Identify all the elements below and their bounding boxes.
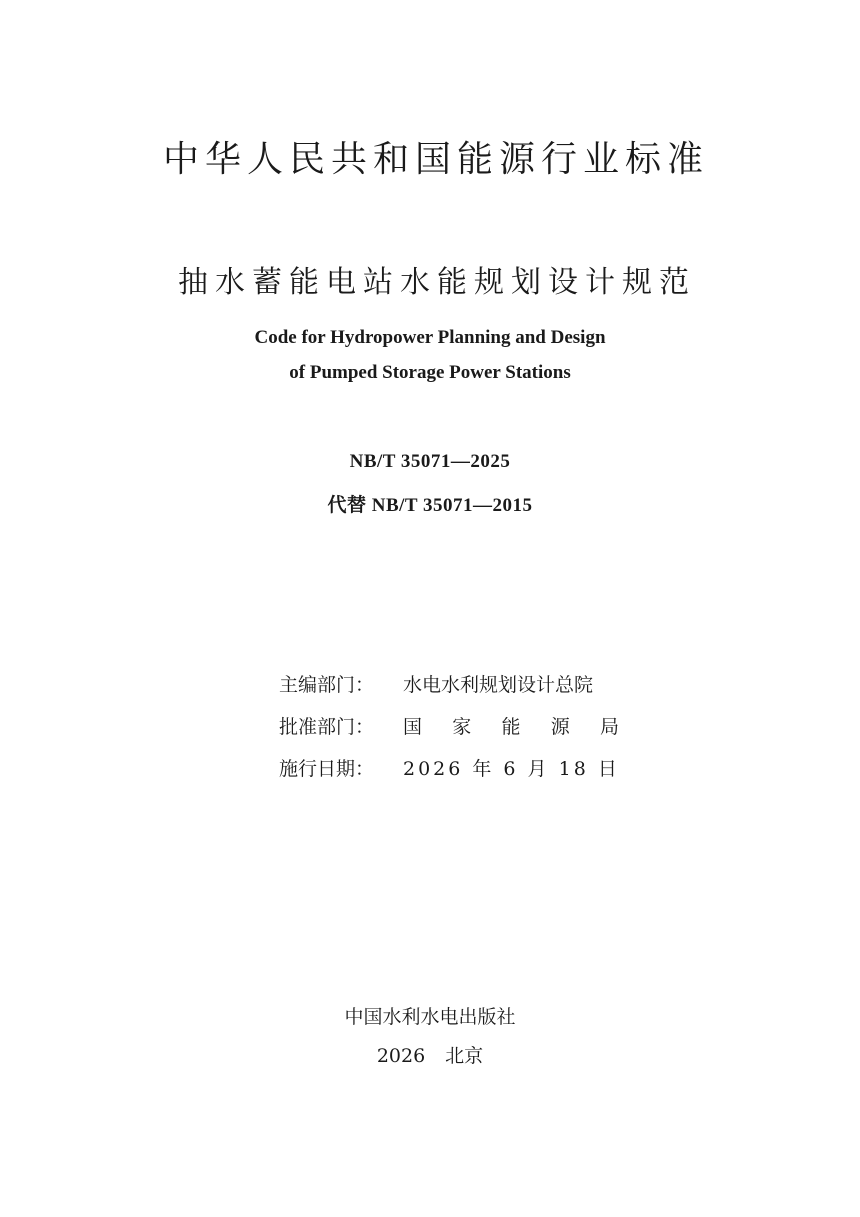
approver-label: 批准部门： [279, 716, 375, 738]
approver-row [279, 706, 699, 748]
standard-title-chinese: 抽水蓄能电站水能规划设计规范 [178, 265, 696, 300]
publisher-name: 中国水利水电出版社 [344, 1006, 516, 1028]
editor-label: 主编部门： [279, 674, 375, 696]
org-title: 中华人民共和国能源行业标准 [162, 139, 709, 180]
approver-value [403, 706, 619, 748]
effective-date-value: 2026 年 6 月 18 日 [403, 758, 620, 780]
standard-number: NB/T 35071—2025 [349, 451, 511, 472]
effective-date-row [279, 748, 699, 790]
approver-char: 能 [501, 716, 521, 738]
editor-value: 水电水利规划设计总院 [403, 674, 594, 696]
approver-char: 源 [550, 716, 570, 738]
effective-date-label: 施行日期： [279, 758, 375, 780]
issuance-info [279, 664, 699, 790]
replaced-standard-number: 代替 NB/T 35071—2015 [327, 495, 533, 516]
publication-year-place [0, 1042, 860, 1070]
publication-city: 北京 [445, 1045, 484, 1067]
standard-title-english-line1: Code for Hydropower Planning and Design [254, 327, 606, 348]
approver-char: 家 [452, 716, 472, 738]
publication-year: 2026 [376, 1045, 426, 1067]
approver-char: 局 [599, 716, 619, 738]
editor-row [279, 664, 699, 706]
approver-char: 国 [403, 716, 423, 738]
standard-title-english-line2: of Pumped Storage Power Stations [289, 362, 571, 383]
